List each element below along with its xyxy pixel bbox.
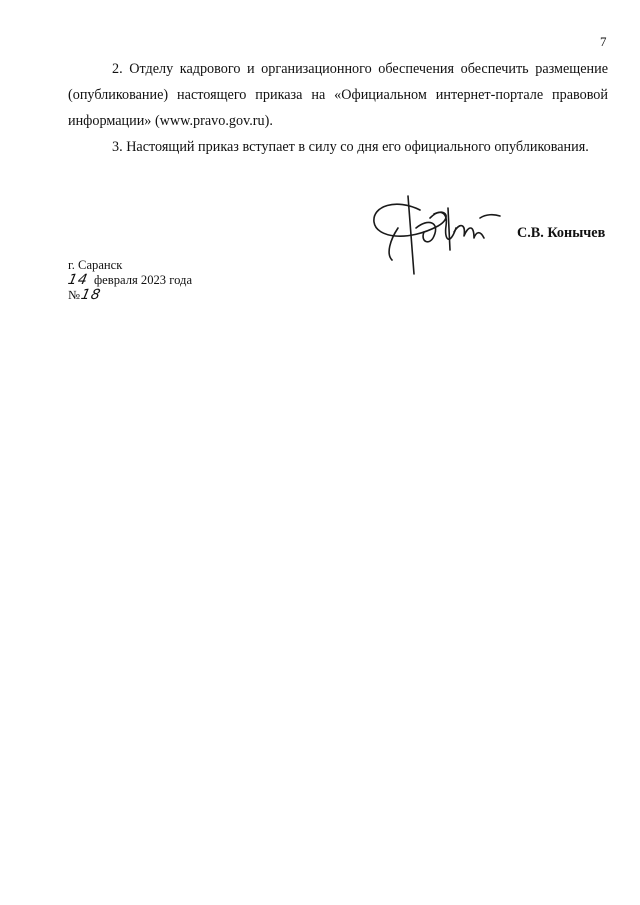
paragraph-3: 3. Настоящий приказ вступает в силу со дня его официального опубликования. (112, 139, 589, 155)
issue-details (68, 258, 192, 303)
handwritten-signature (368, 188, 508, 283)
place-line: г. Саранск (68, 258, 123, 272)
signer-name: С.В. Конычев (517, 225, 606, 241)
number-prefix: № (68, 288, 81, 302)
handwritten-day: 14 (66, 272, 90, 288)
page-number: 7 (600, 34, 607, 49)
handwritten-number: 18 (79, 287, 103, 303)
date-line (68, 273, 192, 288)
date-text: февраля 2023 года (94, 273, 193, 287)
number-line (68, 288, 192, 303)
paragraph-2: 2. Отделу кадрового и организационного обеспечения обеспечить размещение (опубликование) настоящего приказа на «Официальном интернет-портале правовой информации» (www.pravo.gov.ru). (68, 61, 608, 129)
